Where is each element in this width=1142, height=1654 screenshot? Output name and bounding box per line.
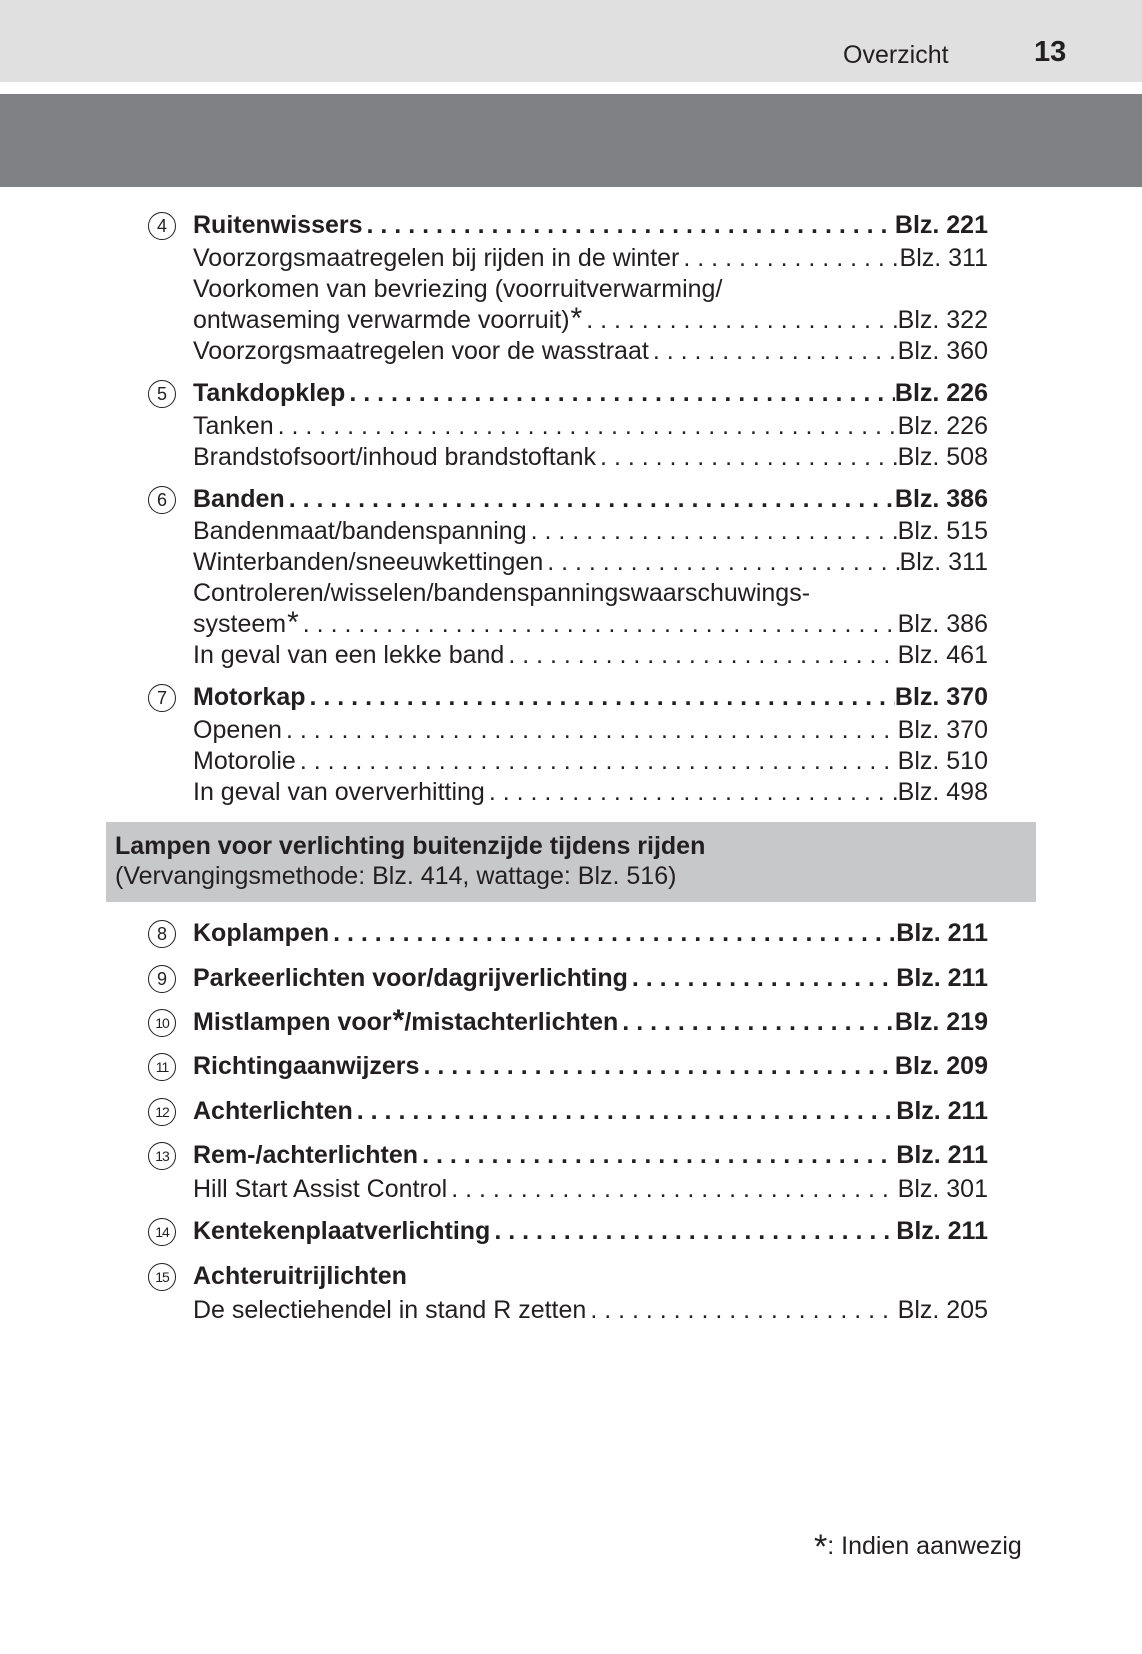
entry-text: Bandenmaat/bandenspanning xyxy=(193,517,527,545)
page-reference: Blz. 205 xyxy=(897,1296,988,1324)
entry-text: Voorzorgsmaatregelen voor de wasstraat xyxy=(193,337,649,365)
page-reference: Blz. 311 xyxy=(899,244,988,272)
asterisk-mark: * xyxy=(570,302,583,335)
leader-dots xyxy=(490,1216,896,1246)
toc-entry xyxy=(193,336,988,366)
page-reference: Blz. 221 xyxy=(894,211,988,239)
entry-text: Winterbanden/sneeuwkettingen xyxy=(193,548,544,576)
page-reference: Blz. 370 xyxy=(897,716,988,744)
entry-text: Motorolie xyxy=(193,747,296,775)
item-number-11: 11 xyxy=(148,1053,176,1081)
entry-text: Mistlampen voor xyxy=(193,1008,392,1036)
leader-dots xyxy=(363,210,895,240)
leader-dots xyxy=(628,963,896,993)
toc-entry-heading xyxy=(193,963,988,993)
leader-dots xyxy=(419,1051,894,1081)
item-number-6: 6 xyxy=(148,486,176,514)
toc-entry xyxy=(193,746,988,776)
entry-text: De selectiehendel in stand R zetten xyxy=(193,1296,587,1324)
leader-dots xyxy=(679,243,899,273)
leader-dots xyxy=(329,918,896,948)
item-number-9: 9 xyxy=(148,965,176,993)
page-reference: Blz. 226 xyxy=(897,412,988,440)
asterisk-mark: * xyxy=(287,606,299,639)
leader-dots xyxy=(527,516,898,546)
toc-entry-heading xyxy=(193,1261,988,1291)
entry-text: Voorzorgsmaatregelen bij rijden in de winter xyxy=(193,244,680,272)
page-reference: Blz. 510 xyxy=(897,747,988,775)
item-number-15: 15 xyxy=(148,1263,176,1291)
leader-dots xyxy=(586,1295,897,1325)
entry-text: Ruitenwissers xyxy=(193,211,363,239)
item-number-12: 12 xyxy=(148,1098,176,1126)
entry-text: Achteruitrijlichten xyxy=(193,1262,407,1290)
toc-entry xyxy=(193,1174,988,1204)
leader-dots xyxy=(618,1007,895,1037)
toc-entry-heading xyxy=(193,1051,988,1081)
page-reference: Blz. 370 xyxy=(894,683,988,711)
leader-dots xyxy=(543,547,899,577)
leader-dots xyxy=(485,777,898,807)
toc-entry xyxy=(193,547,988,577)
page-reference: Blz. 209 xyxy=(894,1052,988,1080)
leader-dots xyxy=(274,411,898,441)
page-reference: Blz. 322 xyxy=(897,306,988,334)
toc-entry xyxy=(193,606,988,639)
entry-text-continued: /mistachterlichten xyxy=(404,1008,619,1036)
toc-entry xyxy=(193,1295,988,1325)
entry-text: Tankdopklep xyxy=(193,379,346,407)
entry-text: Rem-/achterlichten xyxy=(193,1141,419,1169)
leader-dots xyxy=(596,442,898,472)
toc-entry xyxy=(193,442,988,472)
toc-entry-heading xyxy=(193,1004,988,1037)
section-title: Overzicht xyxy=(843,41,949,69)
leader-dots xyxy=(345,378,895,408)
footnote-text: : Indien aanwezig xyxy=(827,1532,1022,1560)
leader-dots xyxy=(353,1096,897,1126)
entry-text: Banden xyxy=(193,485,285,513)
page-reference: Blz. 386 xyxy=(894,485,988,513)
page-reference: Blz. 211 xyxy=(896,1141,988,1169)
leader-dots xyxy=(282,715,898,745)
toc-entry-heading xyxy=(193,484,988,514)
leader-dots xyxy=(418,1140,896,1170)
page-reference: Blz. 386 xyxy=(897,610,988,638)
toc-entry xyxy=(193,274,988,304)
toc-entry-heading xyxy=(193,682,988,712)
toc-entry-heading xyxy=(193,1216,988,1246)
toc-entry xyxy=(193,516,988,546)
entry-text: Brandstofsoort/inhoud brandstoftank xyxy=(193,443,597,471)
item-number-4: 4 xyxy=(148,212,176,240)
footnote-asterisk: * xyxy=(814,1528,828,1566)
entry-text: Kentekenplaatverlichting xyxy=(193,1217,491,1245)
entry-text: Koplampen xyxy=(193,919,330,947)
leader-dots xyxy=(285,484,895,514)
toc-entry-heading xyxy=(193,210,988,240)
leader-dots xyxy=(649,336,898,366)
page-reference: Blz. 211 xyxy=(896,919,988,947)
header-gray-bar xyxy=(0,94,1142,187)
toc-entry-heading xyxy=(193,378,988,408)
leader-dots xyxy=(296,746,898,776)
page-reference: Blz. 508 xyxy=(897,443,988,471)
toc-entry-heading xyxy=(193,1096,988,1126)
entry-text: Openen xyxy=(193,716,282,744)
page-reference: Blz. 360 xyxy=(897,337,988,365)
item-number-7: 7 xyxy=(148,684,176,712)
page-reference: Blz. 211 xyxy=(896,1217,988,1245)
toc-entry xyxy=(193,411,988,441)
page-number: 13 xyxy=(1034,36,1067,68)
entry-text: Controleren/wisselen/bandenspanningswaarschuwings- xyxy=(193,579,811,607)
page-reference: Blz. 211 xyxy=(896,964,988,992)
asterisk-mark: * xyxy=(392,1004,405,1037)
leader-dots xyxy=(582,305,897,335)
item-number-5: 5 xyxy=(148,380,176,408)
banner-subtitle: (Vervangingsmethode: Blz. 414, wattage: Blz. 516) xyxy=(115,862,677,890)
toc-entry xyxy=(193,243,988,273)
page-reference: Blz. 461 xyxy=(897,641,988,669)
entry-text: Voorkomen van bevriezing (voorruitverwarming/ xyxy=(193,275,723,303)
entry-text: In geval van oververhitting xyxy=(193,778,485,806)
page-reference: Blz. 219 xyxy=(894,1008,988,1036)
item-number-10: 10 xyxy=(148,1009,176,1037)
page-reference: Blz. 226 xyxy=(894,379,988,407)
page-reference: Blz. 498 xyxy=(897,778,988,806)
leader-dots xyxy=(504,640,897,670)
entry-text: Achterlichten xyxy=(193,1097,353,1125)
toc-entry-heading xyxy=(193,918,988,948)
leader-dots xyxy=(306,682,895,712)
footnote xyxy=(814,1524,1022,1566)
entry-text: ontwaseming verwarmde voorruit) xyxy=(193,306,570,334)
page-reference: Blz. 211 xyxy=(896,1097,988,1125)
entry-text: Richtingaanwijzers xyxy=(193,1052,420,1080)
entry-text: Tanken xyxy=(193,412,274,440)
page-reference: Blz. 311 xyxy=(899,548,988,576)
toc-entry xyxy=(193,715,988,745)
leader-dots xyxy=(299,609,898,639)
header-band xyxy=(0,0,1142,82)
item-number-13: 13 xyxy=(148,1142,176,1170)
entry-text: In geval van een lekke band xyxy=(193,641,505,669)
toc-entry xyxy=(193,578,988,608)
leader-dots xyxy=(447,1174,897,1204)
toc-entry xyxy=(193,302,988,335)
toc-entry-heading xyxy=(193,1140,988,1170)
toc-entry xyxy=(193,777,988,807)
entry-text: Parkeerlichten voor/dagrijverlichting xyxy=(193,964,628,992)
entry-text: systeem xyxy=(193,610,287,638)
toc-entry xyxy=(193,640,988,670)
page-reference: Blz. 301 xyxy=(897,1175,988,1203)
item-number-8: 8 xyxy=(148,920,176,948)
entry-text: Motorkap xyxy=(193,683,306,711)
page-reference: Blz. 515 xyxy=(897,517,988,545)
item-number-14: 14 xyxy=(148,1218,176,1246)
banner-title: Lampen voor verlichting buitenzijde tijdens rijden xyxy=(115,832,706,860)
entry-text: Hill Start Assist Control xyxy=(193,1175,448,1203)
